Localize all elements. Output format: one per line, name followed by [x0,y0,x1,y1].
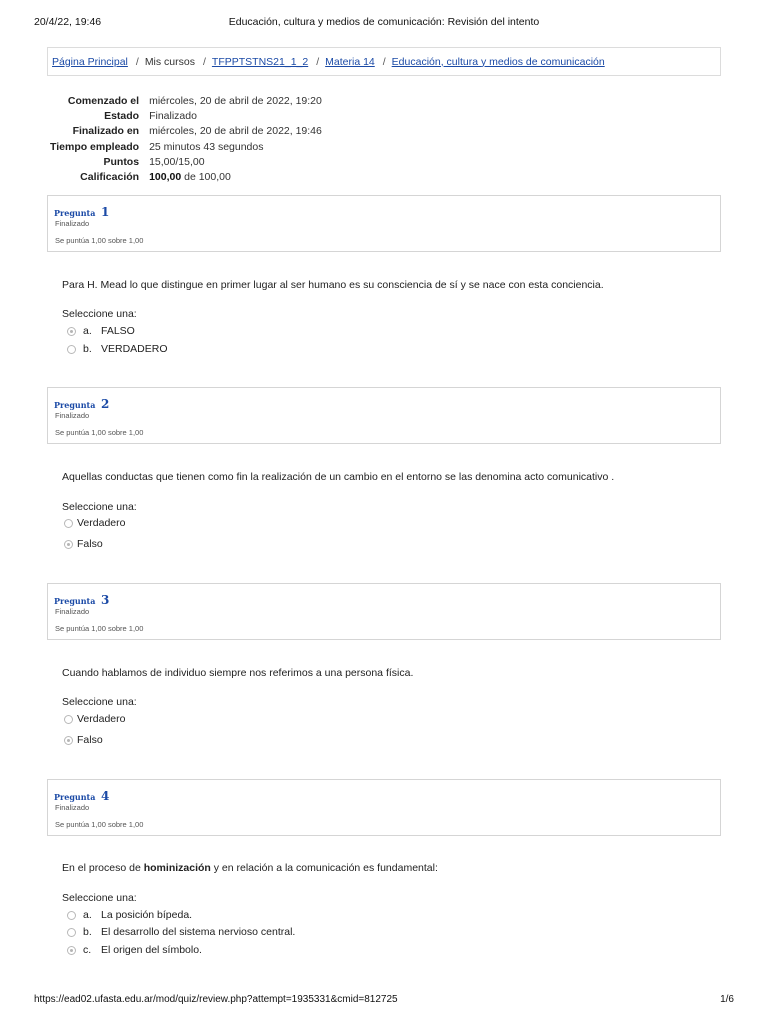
summary-value: miércoles, 20 de abril de 2022, 19:46 [149,125,322,138]
radio-button[interactable] [64,519,73,528]
question-number-value: 3 [101,593,110,607]
answer-letter: a. [83,909,92,921]
question-number [54,201,109,220]
question-1-answer-b[interactable] [67,342,168,356]
question-1-text: Para H. Mead lo que distingue en primer lugar al ser humano es su consciencia de sí y se nace con esta conciencia. [62,279,604,291]
question-text-bold: hominización [143,862,211,874]
question-4-answer-a[interactable] [67,908,192,922]
print-footer [34,994,734,1008]
breadcrumb-current-link[interactable]: Educación, cultura y medios de comunicación [391,55,605,68]
question-number-value: 4 [101,789,110,803]
question-text-end: y en relación a la comunicación es fundamental: [213,862,438,874]
question-grade: Se puntúa 1,00 sobre 1,00 [55,236,144,245]
radio-button[interactable] [67,911,76,920]
print-header [34,16,734,30]
radio-button[interactable] [64,715,73,724]
summary-value [149,169,322,184]
question-number [54,589,109,608]
answer-letter: a. [83,325,92,337]
answer-text: El desarrollo del sistema nervioso central. [101,926,296,938]
summary-label: Finalizado en [72,125,140,138]
answer-text: VERDADERO [101,343,168,355]
question-number-value: 2 [101,397,110,411]
breadcrumb-course-link[interactable]: TFPPTSTNS21_1_2 [211,55,309,68]
question-2-info [47,387,721,444]
question-state: Finalizado [55,411,90,420]
question-2-prompt: Seleccione una: [62,501,137,513]
answer-letter: b. [83,343,92,355]
question-word: Pregunta [54,792,96,802]
question-word: Pregunta [54,596,96,606]
answer-text: FALSO [101,325,135,337]
breadcrumb [47,47,721,76]
breadcrumb-home-link[interactable]: Página Principal [52,55,128,68]
answer-text: Falso [77,538,103,550]
breadcrumb-separator: / [203,55,206,68]
summary-label: Comenzado el [67,94,140,107]
question-3-info [47,583,721,640]
breadcrumb-separator: / [316,55,320,68]
question-1-info [47,195,721,252]
summary-value: Finalizado [149,109,197,122]
answer-letter: b. [83,926,92,938]
question-3-text: Cuando hablamos de individuo siempre nos referimos a una persona física. [62,667,414,679]
question-word: Pregunta [54,400,96,410]
question-state: Finalizado [55,219,90,228]
attempt-summary-table [50,93,322,185]
question-grade: Se puntúa 1,00 sobre 1,00 [55,624,144,633]
summary-label: Puntos [103,155,140,168]
summary-row-time-taken [50,139,322,154]
summary-row-state [50,108,322,123]
question-4-answer-b[interactable] [67,925,295,939]
radio-button-selected[interactable] [64,540,73,549]
summary-value: miércoles, 20 de abril de 2022, 19:20 [149,94,322,107]
breadcrumb-my-courses: Mis cursos [144,55,195,68]
answer-text: Verdadero [77,517,126,529]
radio-button-selected[interactable] [67,946,76,955]
summary-label: Calificación [80,171,140,184]
print-title: Educación, cultura y medios de comunicación: Revisión del intento [228,16,540,28]
print-url: https://ead02.ufasta.edu.ar/mod/quiz/review.php?attempt=1935331&cmid=812725 [34,994,398,1005]
answer-text: Falso [77,734,103,746]
breadcrumb-separator: / [382,55,386,68]
question-3-answer-verdadero[interactable] [64,712,125,726]
question-1-answer-a[interactable] [67,324,135,338]
question-4-prompt: Seleccione una: [62,892,137,904]
radio-button[interactable] [67,928,76,937]
question-1-prompt: Seleccione una: [62,308,137,320]
answer-text: La posición bípeda. [101,909,193,921]
question-grade: Se puntúa 1,00 sobre 1,00 [55,820,144,829]
question-4-answer-c[interactable] [67,943,202,957]
radio-button-selected[interactable] [67,327,76,336]
question-2-text: Aquellas conductas que tienen como fin la realización de un cambio en el entorno se las denomina acto comunicativo . [62,471,615,483]
question-2-answer-verdadero[interactable] [64,516,125,530]
question-state: Finalizado [55,803,90,812]
question-4-info [47,779,721,836]
answer-text: El origen del símbolo. [101,944,202,956]
answer-text: Verdadero [77,713,126,725]
question-3-prompt: Seleccione una: [62,696,137,708]
question-4-text [62,862,438,874]
breadcrumb-subject-link[interactable]: Materia 14 [325,55,375,68]
answer-letter: c. [83,944,92,956]
question-number-value: 1 [101,205,110,219]
breadcrumb-separator: / [135,55,139,68]
question-number [54,785,109,804]
question-grade: Se puntúa 1,00 sobre 1,00 [55,428,144,437]
radio-button-selected[interactable] [64,736,73,745]
summary-row-started [50,93,322,108]
question-state: Finalizado [55,607,90,616]
summary-value: 25 minutos 43 segundos [149,140,264,153]
summary-row-finished [50,124,322,139]
summary-label: Estado [104,109,140,122]
radio-button[interactable] [67,345,76,354]
print-date: 20/4/22, 19:46 [34,16,102,28]
summary-row-grade [50,169,322,184]
question-text-start: En el proceso de [62,862,141,874]
page-number: 1/6 [720,994,734,1005]
question-number [54,393,109,412]
summary-value: 15,00/15,00 [149,155,205,168]
grade-out-of: de 100,00 [184,171,231,184]
question-word: Pregunta [54,208,96,218]
question-3-answer-falso[interactable] [64,733,103,747]
summary-row-marks [50,154,322,169]
question-2-answer-falso[interactable] [64,537,103,551]
summary-label: Tiempo empleado [50,140,140,153]
grade-value: 100,00 [149,171,182,184]
